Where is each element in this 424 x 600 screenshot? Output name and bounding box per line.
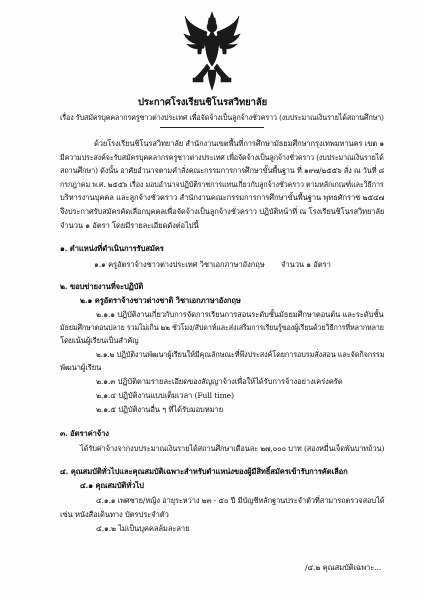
section-2-subheading: ๒.๑ ครูอัตราจ้างชาวต่างชาติ วิชาเอกภาษาอังกฤษ: [80, 296, 241, 305]
duty-line: ๒.๑.๒ ปฏิบัติงานพัฒนาผู้เรียนให้มีคุณลักษณะที่พึงประสงค์โดยการอบรมสั่งสอน และจัดกิจกรรม: [96, 350, 385, 359]
duty-line: พัฒนาผู้เรียน: [60, 363, 102, 372]
page-title: ประกาศโรงเรียนชิโนรสวิทยาลัย: [138, 97, 268, 108]
continuation-note: /๔.๒ คุณสมบัติเฉพาะ...: [305, 563, 382, 572]
qualification-line: เช่น หนังสือเดินทาง บัตรประจำตัว: [60, 510, 169, 519]
duty-line: ๒.๑.๕ ปฏิบัติงานอื่น ๆ ที่ได้รับมอบหมาย: [96, 405, 224, 414]
duty-line: ๒.๑.๓ ปฏิบัติตามรายละเอียดของสัญญาจ้างเพื่อให้ได้รับการจ้างอย่างเคร่งครัด: [96, 377, 343, 386]
section-2-heading: ๒. ขอบข่ายงานที่จะปฏิบัติ: [60, 282, 144, 291]
intro-line: มีความประสงค์จะรับสมัครบุคคลากรครูชาวต่างประเทศ เพื่อจัดจ้างเป็นลูกจ้างชั่วคราว (งบประมาณเงินรายได้: [60, 153, 384, 162]
position-item: ๑.๑ ครูอัตราจ้างชาวต่างประเทศ วิชาเอกภาษาอังกฤษ: [94, 260, 265, 269]
section-4-subheading: ๔.๑ คุณสมบัติทั่วไป: [80, 481, 144, 490]
intro-line: ด้วยโรงเรียนชิโนรสวิทยาลัย สำนักงานเขตพื้นที่การศึกษามัธยมศึกษากรุงเทพมหานคร เขต ๑: [94, 139, 385, 148]
qualification-line: ๔.๑.๒ ไม่เป็นบุคคลล้มละลาย: [96, 524, 190, 533]
position-count: จำนวน ๑ อัตรา: [281, 260, 331, 269]
intro-line: บริหารงานบุคคล และลูกจ้างชั่วคราว สำนักงานคณะกรรมการการศึกษาขั้นพื้นฐาน พุทธศักราช ๒๕๔๗: [60, 193, 385, 202]
section-1-heading: ๑. ตำแหน่งที่ดำเนินการรับสมัคร: [60, 244, 164, 253]
duty-line: ๒.๑.๑ ปฏิบัติงานเกี่ยวกับการจัดการเรียนการสอนระดับชั้นมัธยมศึกษาตอนต้น และระดับชั้น: [96, 310, 384, 319]
duty-line: ๒.๑.๔ ปฏิบัติงานแบบเต็มเวลา (Full time): [96, 391, 234, 400]
section-3-heading: ๓. อัตราค่าจ้าง: [60, 429, 109, 438]
garuda-emblem-icon: [183, 10, 241, 92]
duty-line: มัธยมศึกษาตอนปลาย รวมไม่เกิน ๒๒ ชั่วโมง/สัปดาห์และส่งเสริมการเรียนรู้ของผู้เรียนด้วยวิธีการที่หลากหลาย: [60, 323, 384, 332]
intro-line: จำนวน ๑ อัตรา โดยมีรายละเอียดดังต่อไปนี้: [60, 221, 199, 230]
salary-line: ได้รับค่าจ้างจากงบประมาณเงินรายได้สถานศึกษาเดือนละ ๒๗,๐๐๐ บาท (สองหมื่นเจ็ดพันบาทถ้วน): [80, 444, 385, 453]
intro-line: สถานศึกษา) ดังนั้น อาศัยอำนาจตามคำสั่งคณะกรรมการการศึกษาขั้นพื้นฐาน ที่ ๑๙๗/๒๕๕๖ สั่ง ณ วันที่ ๘: [60, 166, 385, 175]
title-divider: [160, 127, 264, 128]
intro-line: จึงประกาศรับสมัครคัดเลือกบุคคลเพื่อจัดจ้างเป็นลูกจ้างชั่วคราว ปฏิบัติหน้าที่ ณ โรงเรียนชิโนรสวิทยาลัย: [60, 207, 385, 216]
section-4-heading: ๔. คุณสมบัติทั่วไปและคุณสมบัติเฉพาะสำหรับตำแหน่งของผู้มีสิทธิ์สมัครเข้ารับการคัดเลือก: [60, 467, 348, 476]
intro-line: กรกฎาคม พ.ศ. ๒๕๕๖ เรื่อง มอบอำนาจปฏิบัติราชการแทนเกี่ยวกับลูกจ้างชั่วคราว ตามหลักเกณฑ์และวิธีการ: [60, 180, 384, 189]
duty-line: โดยเน้นผู้เรียนเป็นสำคัญ: [60, 336, 139, 345]
subject-line: เรื่อง รับสมัครบุคคลากรครูชาวต่างประเทศ เพื่อจัดจ้างเป็นลูกจ้างชั่วคราว (งบประมาณเงินรายได้สถานศึกษา): [60, 113, 384, 122]
qualification-line: ๔.๑.๑ เพศชาย/หญิง อายุระหว่าง ๒๓ - ๕๐ ปี มีบัญชีหลักฐานประจำตัวที่สามารถตรวจสอบได้: [96, 496, 385, 505]
